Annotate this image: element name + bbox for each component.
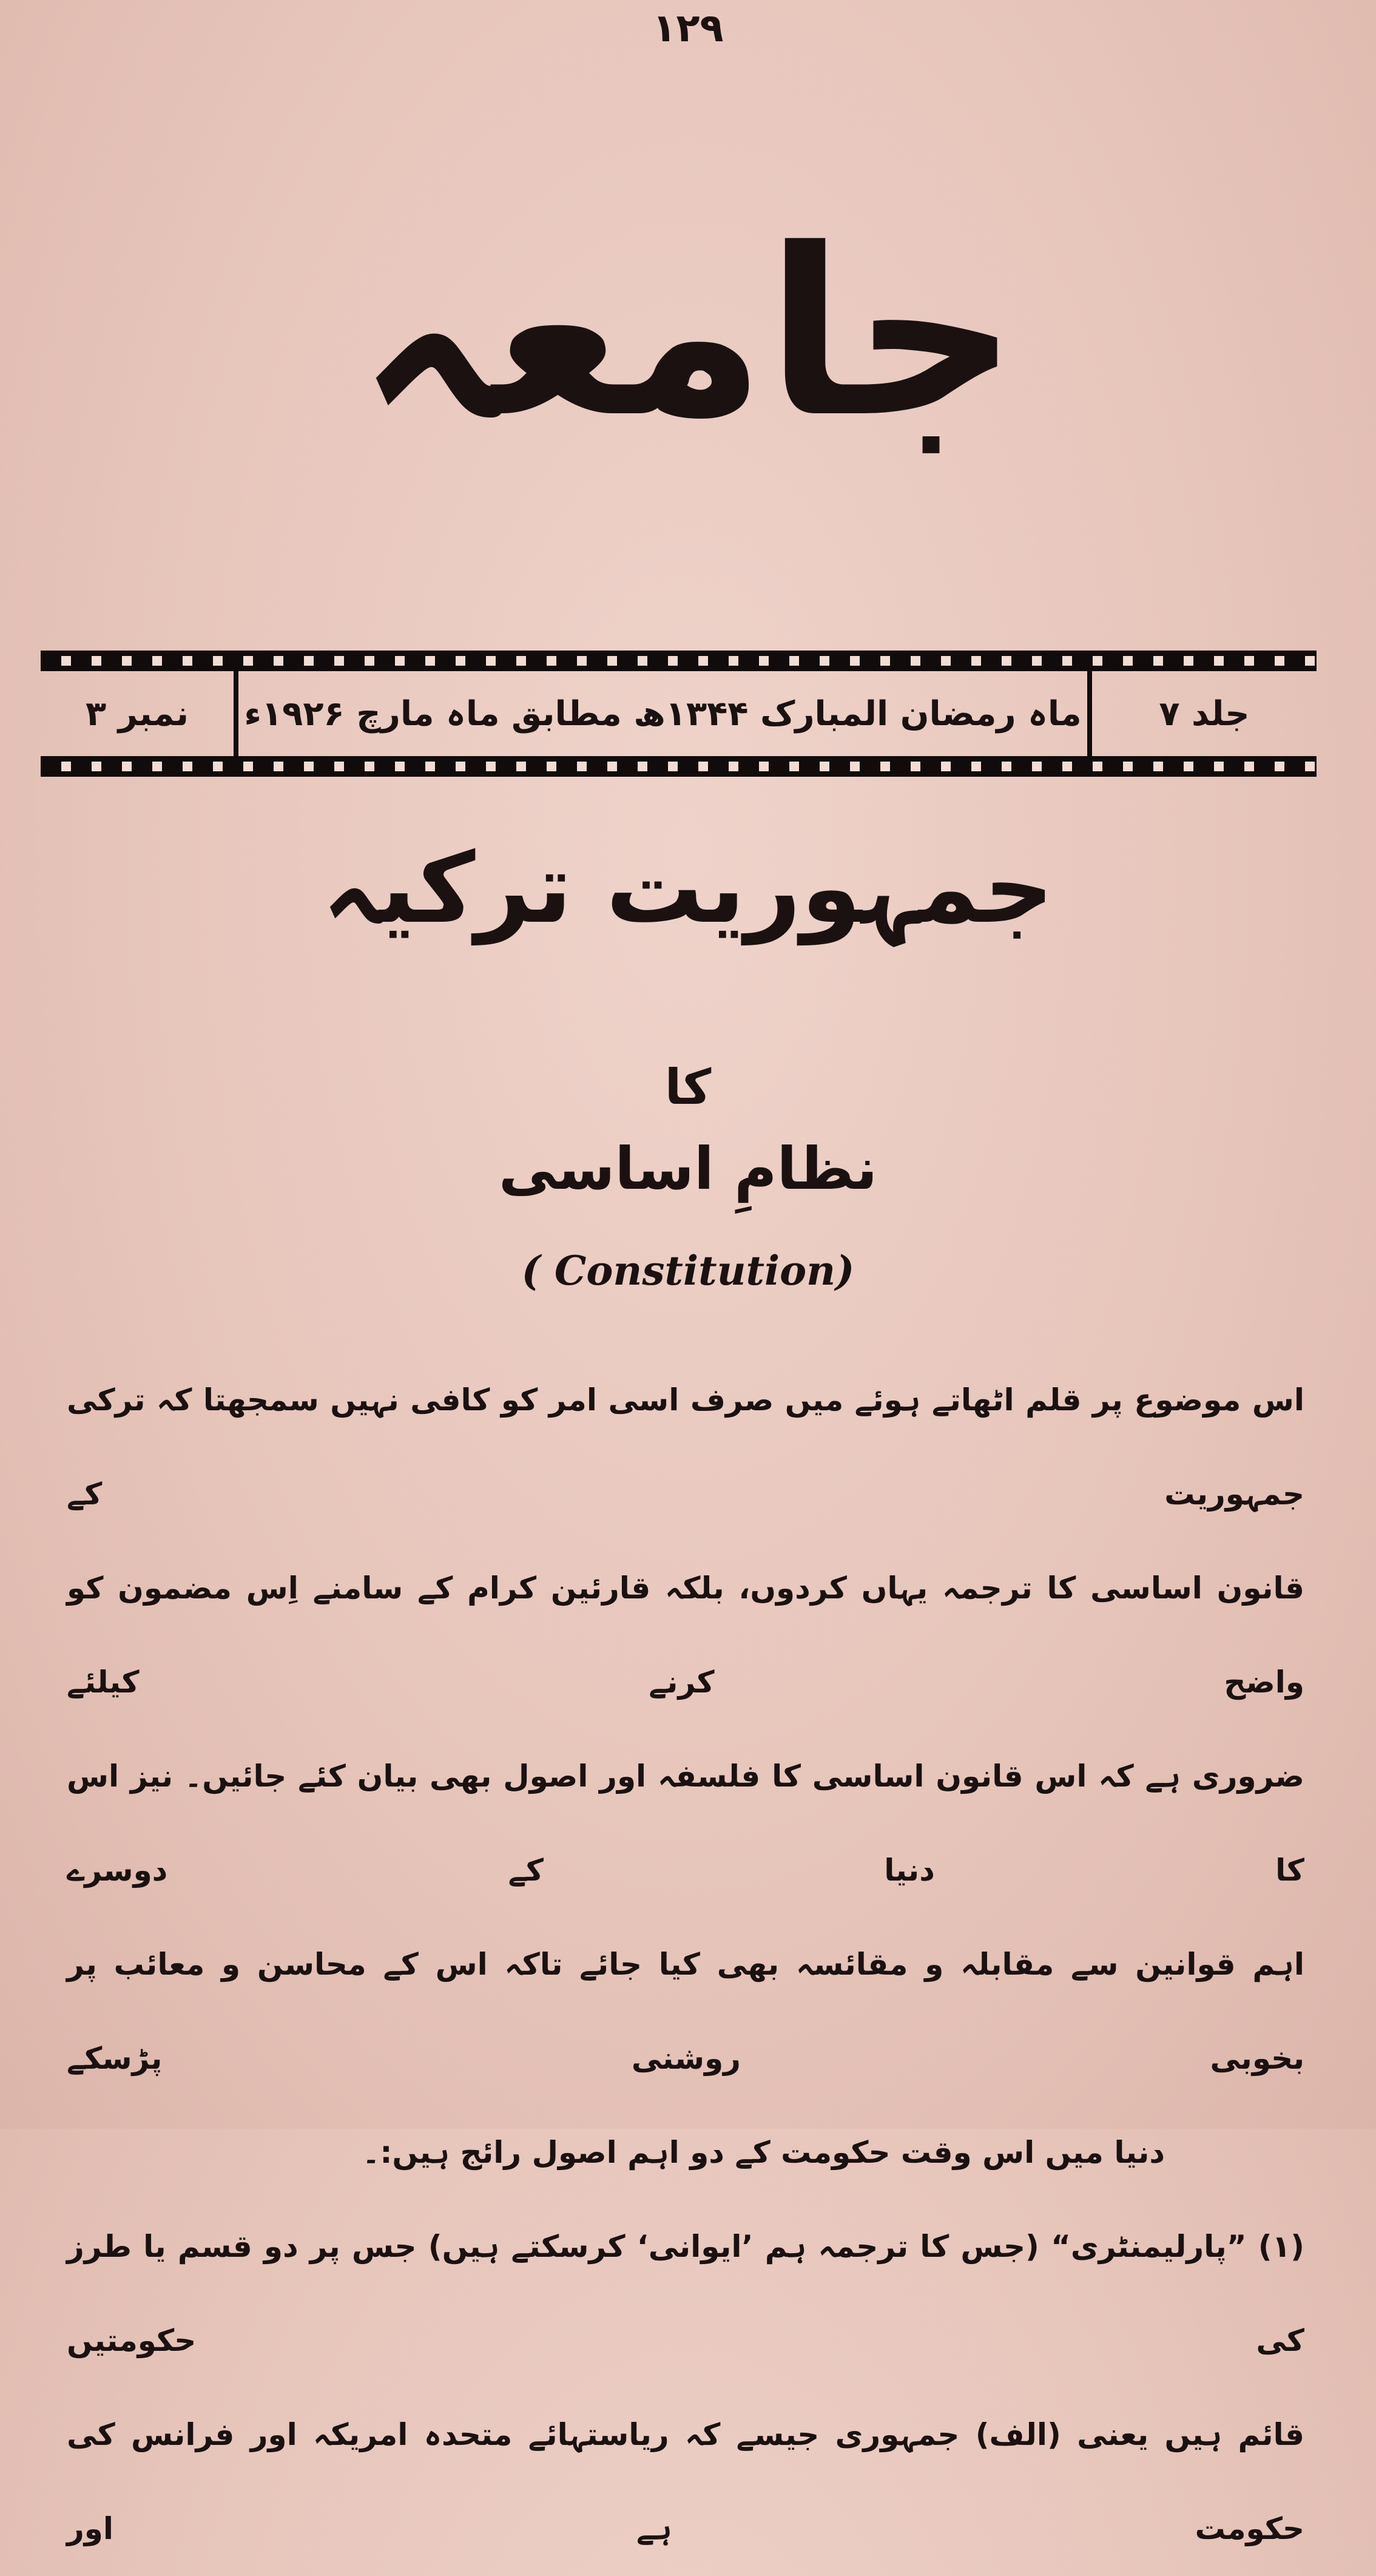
banner-divider [234,671,238,756]
body-line: ضروری ہے کہ اس قانون اساسی کا فلسفہ اور اصول بھی بیان کئے جائیں۔ نیز اس کا دنیا کے دوسرے [67,1759,1304,1888]
issue-banner [41,671,1317,756]
body-line: (۱) ”پارلیمنٹری“ (جس کا ترجمہ ہم ’ایوانی‘ کرسکتے ہیں) جس پر دو قسم یا طرز کی حکومتیں [67,2229,1304,2358]
english-gloss: ( Constitution) [521,1247,855,1294]
article-body [67,1353,1304,2576]
body-line: دنیا میں اس وقت حکومت کے دو اہم اصول رائج ہیں:۔ [362,2135,1165,2170]
volume-label: جلد ۷ [1159,694,1250,734]
banner-bottom-border [41,756,1317,777]
issue-number: نمبر ۳ [86,694,189,734]
body-line: اس موضوع پر قلم اٹھاتے ہوئے میں صرف اسی امر کو کافی نہیں سمجھتا کہ ترکی جمہوریت کے [67,1382,1304,1512]
masthead-title: جامعہ [357,199,1019,468]
article-title: جمہوریت ترکیہ [322,831,1054,945]
article-title-connector: کا [664,1059,712,1115]
issue-date: ماہ رمضان المبارک ۱۳۴۴ھ مطابق ماہ مارچ ۱۹۲۶ء [244,694,1082,734]
page-number: ۱۲۹ [652,6,724,51]
banner-top-border [41,651,1317,671]
article-subtitle: نظامِ اساسی [498,1135,878,1203]
body-line: قائم ہیں یعنی (الف) جمہوری جیسے کہ ریاستہائے متحدہ امریکہ اور فرانس کی حکومت ہے اور [67,2417,1304,2546]
banner-divider [1087,671,1092,756]
body-line: قانون اساسی کا ترجمہ یہاں کردوں، بلکہ قارئین کرام کے سامنے اِس مضمون کو واضح کرنے کیلئے [67,1570,1304,1700]
body-line: اہم قوانین سے مقابلہ و مقائسہ بھی کیا جائے تاکہ اس کے محاسن و معائب پر بخوبی روشنی پڑسکے [67,1947,1304,2076]
